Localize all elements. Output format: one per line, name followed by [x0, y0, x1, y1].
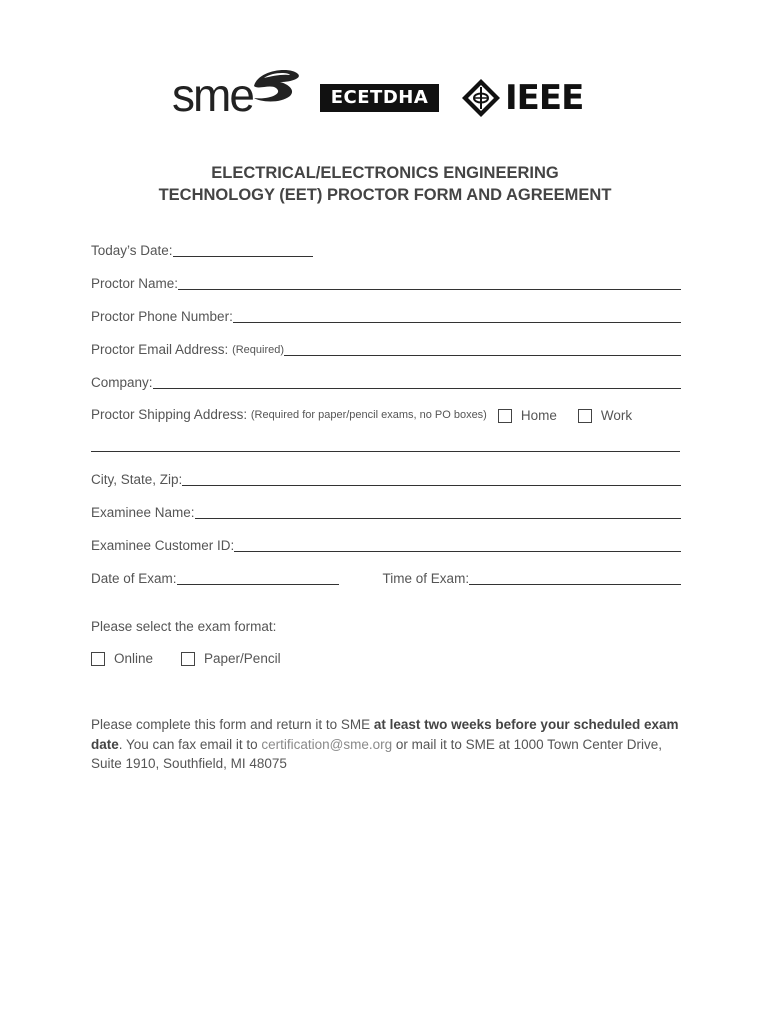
proctor-phone-row: [91, 305, 681, 325]
city-state-zip-field[interactable]: [182, 484, 681, 486]
shipping-work-option[interactable]: [578, 408, 632, 423]
proctor-name-row: [91, 272, 681, 292]
shipping-row: [91, 403, 681, 423]
shipping-work-label: Work: [600, 408, 633, 423]
ieee-logo: [461, 78, 601, 118]
exam-date-time-row: [91, 567, 681, 587]
examinee-id-row: [91, 534, 681, 554]
sme-swirl-icon: [250, 64, 304, 110]
proctor-phone-field[interactable]: [233, 321, 681, 323]
shipping-home-label: Home: [520, 408, 557, 423]
sme-logo-text: sme: [172, 69, 253, 121]
todays-date-label: Today’s Date:: [91, 243, 173, 258]
proctor-email-row: [91, 338, 681, 358]
form-title-line2: TECHNOLOGY (EET) PROCTOR FORM AND AGREEMENT: [158, 186, 612, 204]
sme-logo: [172, 64, 302, 124]
exam-format-online-label: Online: [114, 651, 154, 666]
exam-format-online-option[interactable]: [91, 651, 153, 666]
company-label: Company:: [91, 375, 153, 390]
examinee-name-field[interactable]: [195, 517, 681, 519]
examinee-id-label: Examinee Customer ID:: [91, 538, 235, 553]
exam-format-paper-label: Paper/Pencil: [204, 651, 281, 666]
instructions-part3: or mail it to SME at 1000 Town Center Drive, Suite 1910, Southfield, MI 48075: [91, 736, 662, 771]
examinee-name-label: Examinee Name:: [91, 505, 195, 520]
todays-date-row: [91, 239, 681, 259]
examinee-name-row: [91, 501, 681, 521]
todays-date-field[interactable]: [173, 255, 313, 257]
proctor-name-label: Proctor Name:: [91, 276, 179, 291]
instructions-part1: Please complete this form and return it to SME: [91, 717, 374, 732]
proctor-email-label: Proctor Email Address:: [91, 342, 233, 357]
form-title: [0, 162, 770, 206]
exam-format-paper-option[interactable]: [181, 651, 281, 666]
shipping-home-checkbox[interactable]: [498, 409, 512, 423]
date-of-exam-field[interactable]: [177, 583, 339, 585]
ieee-logo-text: IEEE: [505, 78, 584, 118]
proctor-email-note: (Required): [232, 344, 285, 356]
exam-format-paper-checkbox[interactable]: [181, 652, 195, 666]
time-of-exam-field[interactable]: [469, 583, 681, 585]
date-of-exam-label: Date of Exam:: [91, 571, 177, 586]
exam-format-prompt: Please select the exam format:: [91, 619, 277, 634]
examinee-id-field[interactable]: [234, 550, 681, 552]
proctor-email-field[interactable]: [284, 354, 681, 356]
shipping-note: (Required for paper/pencil exams, no PO boxes): [250, 409, 487, 421]
form-title-line1: ELECTRICAL/ELECTRONICS ENGINEERING: [211, 164, 559, 182]
shipping-work-checkbox[interactable]: [578, 409, 592, 423]
company-field[interactable]: [153, 387, 681, 389]
shipping-label: Proctor Shipping Address:: [91, 407, 251, 422]
certification-email-link[interactable]: certification@sme.org: [261, 736, 393, 752]
instructions-paragraph: [91, 715, 691, 774]
time-of-exam-label: Time of Exam:: [382, 571, 470, 586]
exam-format-options: [91, 651, 281, 666]
city-state-zip-label: City, State, Zip:: [91, 472, 183, 487]
shipping-home-option[interactable]: [498, 408, 557, 423]
company-row: [91, 371, 681, 391]
shipping-address-line[interactable]: [91, 450, 680, 452]
instructions-deadline: at least two weeks before your scheduled exam date: [91, 717, 679, 752]
exam-format-online-checkbox[interactable]: [91, 652, 105, 666]
proctor-name-field[interactable]: [178, 288, 681, 290]
proctor-phone-label: Proctor Phone Number:: [91, 309, 233, 324]
ecetdha-logo: ECETDHA: [320, 84, 439, 112]
ieee-diamond-icon: [461, 78, 501, 118]
city-state-zip-row: [91, 468, 681, 488]
instructions-part2: . You can fax email it to: [118, 736, 262, 752]
